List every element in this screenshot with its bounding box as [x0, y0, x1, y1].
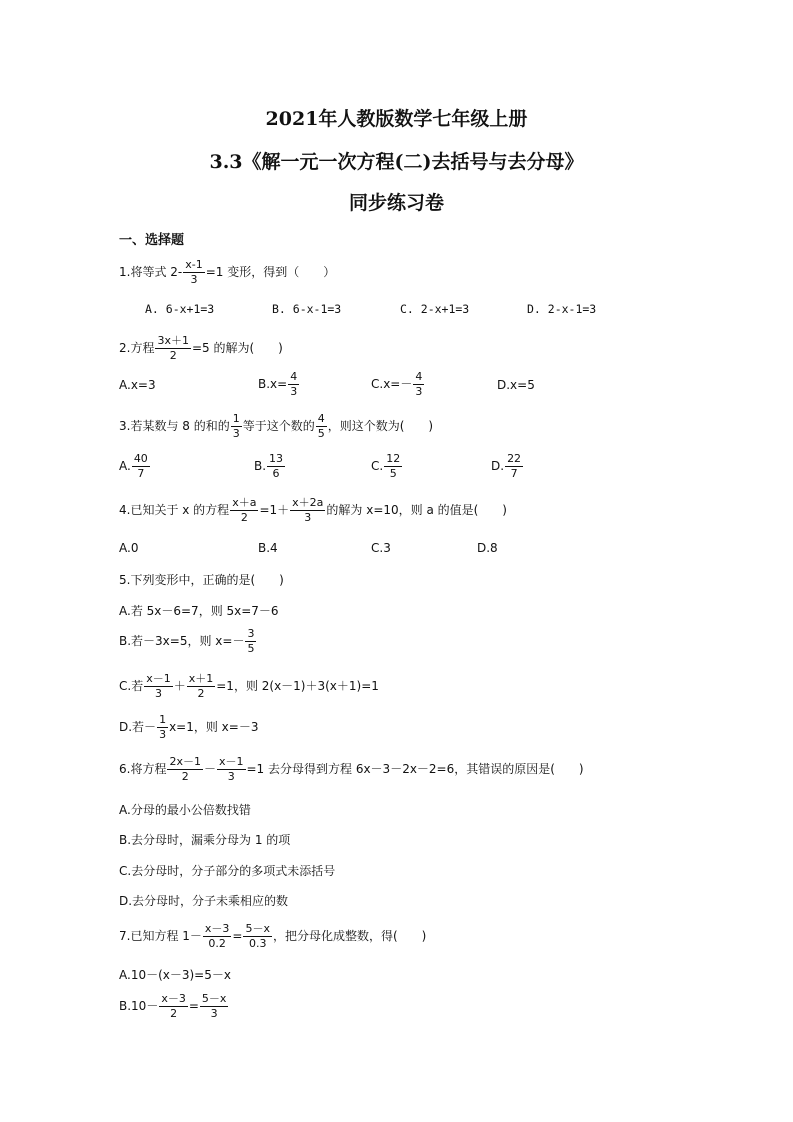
question-6: 6.将方程 $\frac{2x-1}{2}$ － $\frac{x-1}{3}$ =1 去分母得到方程 6x－3－2x－2=6，其错误的原因是( ): [119, 755, 584, 783]
q6-option-a: A.分母的最小公倍数找错: [119, 803, 251, 817]
q2-post: =5 的解为( ): [191, 341, 283, 355]
q3-option-c: C. $\frac{12}{5}$: [371, 452, 401, 480]
q3-option-a: A. $\frac{40}{7}$: [119, 452, 148, 480]
q1-post: =1 变形，得到（ ）: [205, 265, 336, 279]
question-3: 3.若某数与 8 的和的 $\frac{1}{3}$ 等于这个数的 $\frac{4}{5}$ ，则这个数为( ): [119, 412, 434, 440]
question-4: 4.已知关于 x 的方程 $\frac{x+a}{2}$ =1＋ $\frac{x+2a}{3}$ 的解为 x=10，则 a 的值是( ): [119, 496, 507, 524]
q5-option-a: A.若 5x－6=7，则 5x=7－6: [119, 604, 279, 618]
doc-title-line3: 同步练习卷: [348, 192, 444, 214]
q2-fraction: $\frac{3x+1}{2}$: [157, 334, 189, 362]
q1-option-a: A. 6-x+1=3: [145, 302, 215, 316]
q4-option-a: A.0: [119, 541, 139, 555]
q5-option-c: C.若 $\frac{x-1}{3}$ ＋ $\frac{x+1}{2}$ =1，则 2(x－1)＋3(x＋1)=1: [119, 672, 379, 700]
q4-option-b: B.4: [258, 541, 278, 555]
q5-option-b: B.若－3x=5，则 x=－ $\frac{3}{5}$: [119, 627, 255, 655]
question-7: 7.已知方程 1－ $\frac{x-3}{0.2}$ = $\frac{5-x}{0.3}$ ，把分母化成整数，得( ): [119, 922, 427, 950]
q1-option-c: C. 2-x+1=3: [400, 302, 470, 316]
q1-pre: 1.将等式 2-: [119, 265, 183, 279]
q1-option-d: D. 2-x-1=3: [527, 302, 597, 316]
doc-title-line2: 3.3《解一元一次方程(二)去括号与去分母》: [209, 151, 584, 173]
q3-option-b: B. $\frac{13}{6}$: [254, 452, 284, 480]
q6-option-d: D.去分母时，分子未乘相应的数: [119, 894, 289, 908]
question-2: [119, 334, 283, 363]
q2-pre: 2.方程: [119, 341, 155, 355]
q1-option-b: B. 6-x-1=3: [272, 302, 342, 316]
q3-option-d: D. $\frac{22}{7}$: [491, 452, 522, 480]
q7-option-b: B.10－ $\frac{x-3}{2}$ = $\frac{5-x}{3}$: [119, 992, 227, 1020]
q6-option-b: B.去分母时，漏乘分母为 1 的项: [119, 833, 291, 847]
q2-option-a: A.x=3: [119, 378, 156, 392]
question-5: 5.下列变形中，正确的是( ): [119, 573, 284, 587]
q2-option-c: C.x=－ $\frac{4}{3}$: [371, 370, 423, 398]
q5-option-d: D.若－ $\frac{1}{3}$ x=1，则 x=－3: [119, 713, 259, 741]
q4-option-c: C.3: [371, 541, 391, 555]
section-heading: 一、选择题: [119, 233, 185, 248]
q6-option-c: C.去分母时，分子部分的多项式未添括号: [119, 864, 336, 878]
q2-option-b: B.x= $\frac{4}{3}$: [258, 370, 298, 398]
q1-fraction: $\frac{x-1}{3}$: [185, 258, 203, 286]
q7-option-a: A.10－(x－3)=5－x: [119, 968, 231, 982]
question-1: [119, 258, 335, 287]
doc-title-line1: 2021年人教版数学七年级上册: [265, 108, 528, 130]
q4-option-d: D.8: [477, 541, 498, 555]
q2-option-d: D.x=5: [497, 378, 535, 392]
